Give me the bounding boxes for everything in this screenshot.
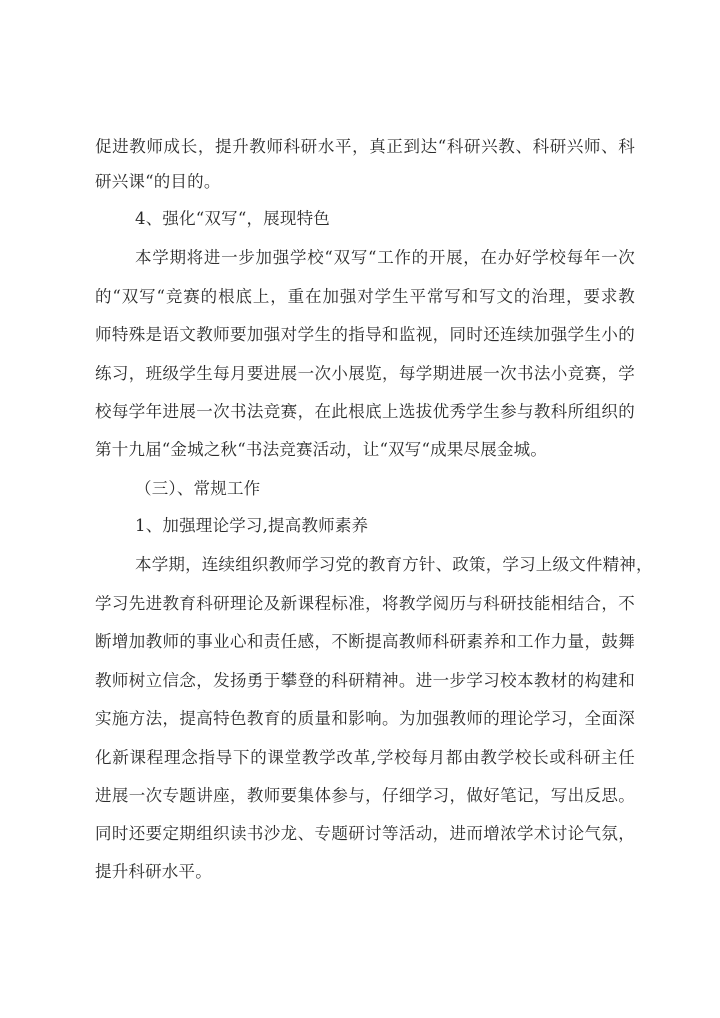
text-line: 学习先进教育科研理论及新课程标准，将教学阅历与科研技能相结合，不 (95, 594, 635, 613)
text-line: 师特殊是语文教师要加强对学生的指导和监视，同时还连续加强学生小的 (95, 325, 635, 344)
text-line: 促进教师成长，提升教师科研水平，真正到达“科研兴教、科研兴师、科 (95, 137, 635, 156)
section-heading: 1、加强理论学习,提高教师素养 (135, 516, 369, 535)
text-line: 断增加教师的事业心和责任感，不断提高教师科研素养和工作力量，鼓舞 (95, 632, 635, 651)
text-line: 练习，班级学生每月要进展一次小展览，每学期进展一次书法小竞赛，学 (95, 364, 635, 383)
text-line: 第十九届“金城之秋“书法竞赛活动，让“双写“成果尽展金城。 (95, 440, 548, 459)
text-line: 研兴课“的目的。 (95, 172, 221, 191)
section-heading: 4、强化“双写“，展现特色 (135, 209, 330, 228)
text-line: 化新课程理念指导下的课堂教学改革,学校每月都由教学校长或科研主任 (95, 748, 635, 767)
text-line: 进展一次专题讲座，教师要集体参与，仔细学习，做好笔记，写出反思。 (95, 786, 635, 805)
text-line: 本学期将进一步加强学校“双写“工作的开展，在办好学校每年一次 (135, 248, 635, 267)
text-line: 的“双写“竞赛的根底上，重在加强对学生平常写和写文的治理，要求教 (95, 287, 635, 306)
text-line: 同时还要定期组织读书沙龙、专题研讨等活动，进而增浓学术讨论气氛， (95, 824, 635, 843)
text-line: 教师树立信念，发扬勇于攀登的科研精神。进一步学习校本教材的构建和 (95, 671, 635, 690)
section-heading: （三）、常规工作 (135, 479, 261, 498)
text-line: 实施方法，提高特色教育的质量和影响。为加强教师的理论学习，全面深 (95, 709, 635, 728)
text-line: 本学期，连续组织教师学习党的教育方针、政策，学习上级文件精神， (135, 555, 653, 574)
text-line: 提升科研水平。 (95, 862, 212, 881)
text-line: 校每学年进展一次书法竞赛，在此根底上选拔优秀学生参与教科所组织的 (95, 402, 635, 421)
